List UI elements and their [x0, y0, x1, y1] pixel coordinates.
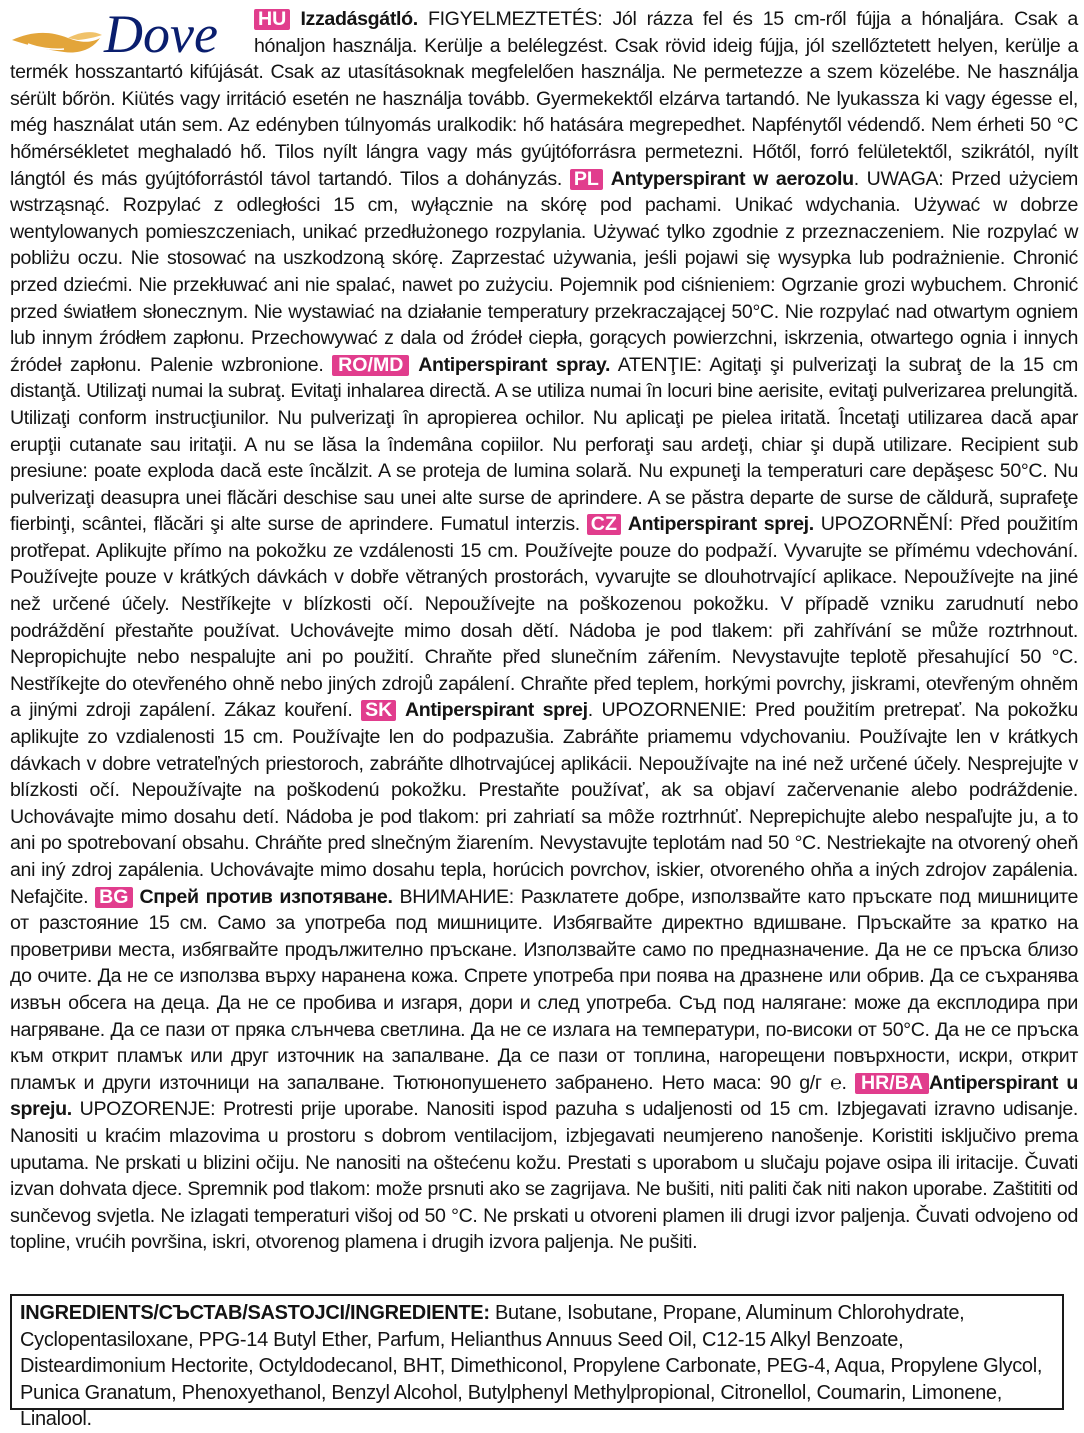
- product-name-pl: Antyperspirant w aerozolu: [610, 167, 854, 190]
- lang-tag-cz: CZ: [587, 514, 621, 535]
- warning-label-text: [10, 6, 1078, 1256]
- warning-text-pl: . UWAGA: Przed użyciem wstrząsnąć. Rozpylać z odległości 15 cm, wyłącznie na skórę pod pachami. Unikać wdychania. Używać w dobrze wentylowanych pomieszczeniach, unikać przedłużonego rozpylania. Używać tylko zgodnie z przeznaczeniem. Nie rozpylać w pobliżu oczu. Nie stosować na uszkodzoną skórę. Zaprzestać używania, jeśli pojawi się wysypka lub podrażnienie. Chronić przed dziećmi. Nie przekłuwać ani nie spalać, nawet po zużyciu. Pojemnik pod ciśnieniem: Ogrzanie grozi wybuchem. Chronić przed światłem słonecznym. Nie wystawiać na działanie temperatury przekraczającej 50°C. Nie rozpylać nad otwartym ogniem lub innym źródłem zapłonu. Przechowywać z dala od źródeł ciepła, gorących powierzchni, iskrzenia, otwartego ognia i innych źródeł zapłonu. Palenie wzbronione.: [10, 167, 1078, 376]
- warning-text-hu: FIGYELMEZTETÉS: Jól rázza fel és 15 cm-ről fújja a hónaljára. Csak a hónaljon használja. Kerülje a belélegzést. Csak rövid ideig fújja, jól szellőztetett helyen, kerülje a termék hosszantartó kifújását. Csak az utasításoknak megfelelően használja. Ne permetezze a szem közelébe. Ne használja sérült bőrön. Kiütés vagy irritáció esetén ne használja tovább. Gyermekektől elzárva tartandó. Ne lyukassza ki vagy égesse el, még használat után sem. Az edényben túlnyomás uralkodik: hő hatására megrepedhet. Napfénytől védendő. Nem érheti 50 °C hőmérsékletet meghaladó hő. Tilos nyílt lángra vagy más gyújtóforrásra permetezni. Hőtől, forró felületektől, szikrától, nyílt lángtól és más gyújtóforrástól távol tartandó. Tilos a dohányzás.: [10, 8, 1078, 190]
- lang-tag-ro: RO/MD: [332, 355, 409, 376]
- warning-text-bg: ВНИМАНИЕ: Разклатете добре, използвайте като пръскате под мишниците от разстояние 15 см. Само за употреба под мишниците. Избягвайте директно вдишване. Пръскайте за кратко на проветриви места, избягвайте продължително пръскане. Използвайте само по предназначение. Да не се пръска близо до очите. Да не се използва върху наранена кожа. Спрете употреба при поява на дразнене или обрив. Да се съхранява извън обсега на деца. Да не се пробива и изгаря, дори и след употреба. Съд под налягане: може да експлодира при нагряване. Да се пази от пряка слънчева светлина. Да не се излага на температури, по-високи от 50°C. Да не се пръска към открит пламък или друг източник на запалване. Да се пази от топлина, нагорещени повърхности, искри, открит пламък и други източници на запалване. Тютюнопушенето забранено. Нето маса: 90 g/г ℮.: [10, 885, 1078, 1094]
- warning-text-hr: UPOZORENJE: Protresti prije uporabe. Nanositi ispod pazuha s udaljenosti od 15 cm. Izbjegavati izravno udisanje. Nanositi u kraćim mlazovima u prostoru s dobrom ventilacijom, izbjegavati neumjereno nanošenje. Koristiti isključivo prema uputama. Ne prskati u blizini očiju. Ne nanositi na oštećenu kožu. Prestati s uporabom u slučaju pojave osipa ili iritacije. Čuvati izvan dohvata djece. Spremnik pod tlakom: može prsnuti ako se zagrijava. Ne bušiti, niti paliti čak niti nakon uporabe. Zaštititi od sunčevog svjetla. Ne izlagati temperaturi višoj od 50 °C. Ne prskati u otvoreni plamen ili drugi izvor paljenja. Čuvati odvojeno od topline, vrućih površina, iskri, otvorenog plamena i drugih izvora paljenja. Ne pušiti.: [10, 1098, 1078, 1254]
- logo-wordmark: Dove: [104, 4, 218, 64]
- lang-tag-pl: PL: [570, 169, 603, 190]
- lang-tag-hu: HU: [254, 9, 290, 30]
- ingredients-box: [10, 1294, 1064, 1430]
- dove-bird-icon: [8, 2, 248, 66]
- warning-text-cz: UPOZORNĚNÍ: Před použitím protřepat. Aplikujte přímo na pokožku ze vzdálenosti 15 cm. Používejte pouze do podpaží. Vyvarujte se přímému vdechování. Používejte pouze v krátkých dávkách v dobře větraných prostorách, vyvarujte se dlouhotrvající aplikace. Nepoužívejte na jiné než určené účely. Nestříkejte v blízkosti očí. Nepoužívejte na poškozenou pokožku. V případě vzniku zarudnutí nebo podráždění přestaňte používat. Uchovávejte mimo dosah dětí. Nádoba je pod tlakem: při zahřívání se může roztrhnout. Nepropichujte nebo nespalujte ani po použití. Chraňte před slunečním zářením. Nevystavujte teplotě přesahující 50 °C. Nestříkejte do otevřeného ohně nebo jiných zdrojů zapálení. Chraňte před teplem, horkými povrchy, jiskrami, otevřeným ohněm a jinými zdroji zapálení. Zákaz kouření.: [10, 513, 1078, 722]
- product-name-ro: Antiperspirant spray.: [418, 353, 611, 376]
- ingredients-list: Butane, Isobutane, Propane, Aluminum Chlorohydrate, Cyclopentasiloxane, PPG-14 Butyl Ether, Parfum, Helianthus Annuus Seed Oil, C12-15 Alkyl Benzoate, Disteardimonium Hectorite, Octyldodecanol, BHT, Dimethiconol, Propylene Carbonate, PEG-4, Aqua, Propylene Glycol, Punica Granatum, Phenoxyethanol, Benzyl Alcohol, Butylphenyl Methylpropional, Citronellol, Coumarin, Limonene, Linalool.: [20, 1302, 1043, 1430]
- lang-tag-sk: SK: [361, 700, 396, 721]
- lang-tag-bg: BG: [95, 887, 132, 908]
- ingredients-heading: INGREDIENTS/СЪСТАВ/SASTOJCI/INGREDIENTE:: [20, 1302, 490, 1324]
- product-name-bg: Спрей против изпотяване.: [139, 885, 393, 908]
- warning-text-sk: . UPOZORNENIE: Pred použitím pretrepať. Na pokožku aplikujte zo vzdialenosti 15 cm. Používajte len do podpazušia. Zabráňte priamemu vdychovaniu. Používajte len v krátkych dávkach v dobre vetrateľných priestoroch, zabráňte dlhotrvajúcej aplikácii. Nepoužívajte na iné než určené účely. Nesprejujte v blízkosti očí. Nepoužívajte na poškodenú pokožku. Prestaňte používať, ak sa objaví začervenanie alebo podráždenie. Uchovávajte mimo dosahu detí. Nádoba je pod tlakom: pri zahriatí sa môže roztrhnúť. Neprepichujte alebo nespaľujte ju, a to ani po spotrebovaní obsahu. Chráňte pred slnečným žiarením. Nevystavujte teplotám nad 50 °C. Nestriekajte na otvorený oheň ani iný zdroj zapálenia. Uchovávajte mimo dosahu tepla, horúcich povrchov, iskier, otvoreného ohňa a iných zdrojov zapálenia. Nefajčite.: [10, 699, 1078, 908]
- dove-logo: [8, 2, 248, 66]
- warning-text-ro: ATENŢIE: Agitaţi şi pulverizaţi la subraţ de la 15 cm distanţă. Utilizaţi numai la subraţ. Evitaţi inhalarea directă. A se utiliza numai în locuri bine aerisite, evitaţi pulverizarea prelungită. Utilizaţi conform instrucţiunilor. Nu pulverizaţi în apropierea ochilor. Nu aplicaţi pe pielea iritată. Încetaţi utilizarea dacă apar erupţii cutanate sau iritaţii. A nu se lăsa la îndemâna copiilor. Nu perforaţi sau ardeţi, chiar şi după utilizare. Recipient sub presiune: poate exploda dacă este încălzit. A se proteja de lumina solară. Nu expuneţi la temperaturi care depăşesc 50°C. Nu pulverizaţi deasupra unei flăcări deschise sau unei alte surse de aprindere. A se păstra departe de surse de căldură, suprafeţe fierbinţi, scântei, flăcări şi alte surse de aprindere. Fumatul interzis.: [10, 353, 1078, 536]
- product-name-cz: Antiperspirant sprej.: [627, 513, 814, 536]
- lang-tag-hr: HR/BA: [855, 1073, 929, 1094]
- product-name-hr: Antiperspirant u spreju.: [10, 1071, 1079, 1121]
- product-name-hu: Izzadásgátló.: [300, 8, 418, 30]
- product-name-sk: Antiperspirant sprej: [404, 699, 588, 722]
